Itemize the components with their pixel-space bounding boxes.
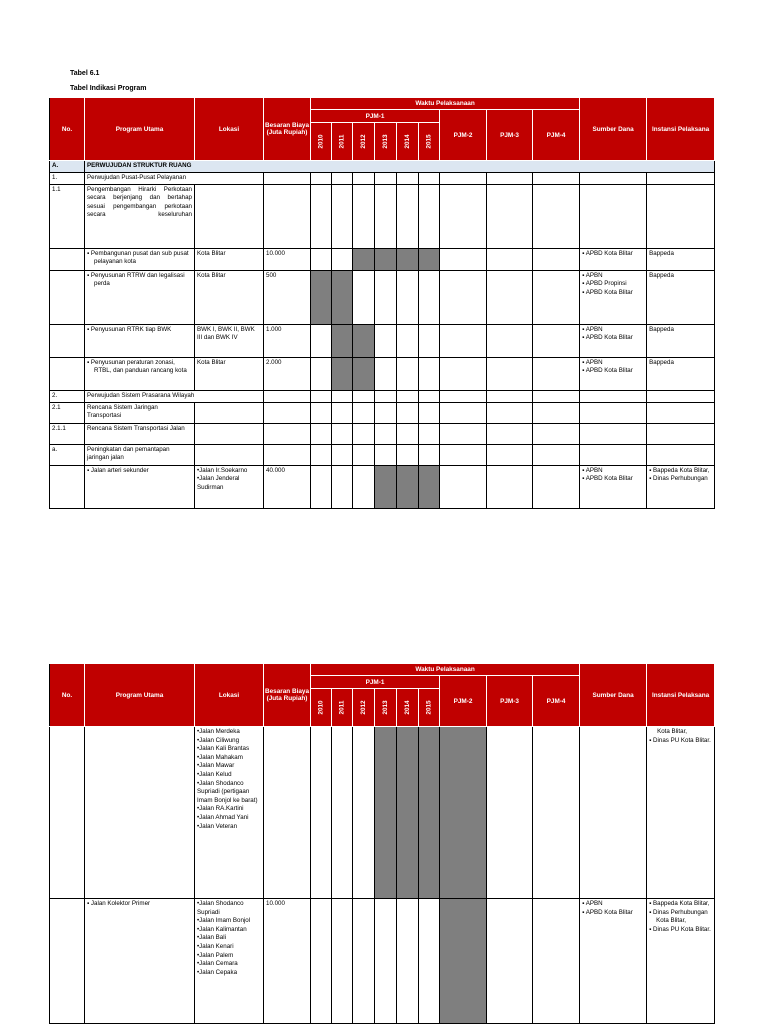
- biaya-cell: 10.000: [264, 899, 311, 1024]
- lokasi-cell: Kota Blitar: [195, 270, 264, 324]
- timeline-bar: [332, 270, 353, 324]
- instansi-cell: Bappeda: [647, 357, 715, 390]
- header-year: 2011: [332, 689, 353, 727]
- timeline-bar: [419, 465, 440, 508]
- sumber-item: ▪ APBD Kota Blitar: [582, 334, 633, 342]
- instansi-cell: Bappeda: [647, 324, 715, 357]
- lokasi-item: •Jalan Ciliwung: [197, 736, 240, 744]
- header-year: 2015: [419, 689, 440, 727]
- lokasi-item: •Jalan Cepaka: [197, 968, 238, 976]
- sumber-item: ▪ APBD Kota Blitar: [582, 367, 633, 375]
- table-row: [50, 324, 715, 357]
- program-indication-table: [49, 97, 715, 509]
- header-year: 2010: [311, 123, 332, 161]
- header-year: 2010: [311, 689, 332, 727]
- row-label: Rencana Sistem Transportasi Jalan: [85, 423, 195, 444]
- lokasi-item: •Jalan Bali: [197, 934, 227, 942]
- timeline-bar: [397, 727, 419, 899]
- biaya-cell: 1.000: [264, 324, 311, 357]
- lokasi-item: •Jalan Ir.Soekarno: [197, 466, 248, 474]
- instansi-cell: Bappeda: [647, 270, 715, 324]
- header-waktu: Waktu Pelaksanaan: [311, 664, 580, 676]
- program-item: ▪ Penyusunan RTRK tiap BWK: [87, 325, 172, 333]
- sumber-item: ▪ APBD Kota Blitar: [582, 288, 633, 296]
- row-label: Pengembangan Hirarki Perkotaan secara berjenjang dan bertahap sesuai pengembangan perkotaan secara keseluruhan: [85, 184, 195, 248]
- header-pjm1: PJM-1: [311, 676, 440, 689]
- timeline-bar: [375, 248, 397, 270]
- section-label: PERWUJUDAN STRUKTUR RUANG: [85, 161, 715, 173]
- row-no: 2.1: [50, 402, 85, 423]
- table-row: [50, 423, 715, 444]
- lokasi-item: •Jalan Shodanco Supriadi (pertigaan Imam Bonjol ke barat): [197, 779, 258, 804]
- header-lokasi: Lokasi: [195, 98, 264, 161]
- header-no: No.: [50, 664, 85, 727]
- header-pjm3: PJM-3: [487, 110, 533, 161]
- lokasi-item: •Jalan Merdeka: [197, 728, 240, 735]
- timeline-bar: [332, 324, 353, 357]
- row-no: 1.: [50, 172, 85, 184]
- row-no: a.: [50, 444, 85, 465]
- header-year: 2013: [375, 689, 397, 727]
- header-pjm4: PJM-4: [533, 110, 580, 161]
- header-pjm2: PJM-2: [440, 676, 487, 727]
- header-lokasi: Lokasi: [195, 664, 264, 727]
- timeline-bar: [419, 727, 440, 899]
- instansi-cell: Bappeda: [647, 248, 715, 270]
- program-item: ▪ Jalan Kolektor Primer: [87, 900, 151, 907]
- sumber-item: ▪ APBN: [582, 466, 603, 474]
- sumber-item: ▪ APBD Kota Blitar: [582, 475, 633, 483]
- timeline-bar: [353, 248, 375, 270]
- table-row: [50, 248, 715, 270]
- biaya-cell: 500: [264, 270, 311, 324]
- row-label: Peningkatan dan pemantapan jaringan jalan: [85, 444, 195, 465]
- lokasi-item: •Jalan RA.Kartini: [197, 805, 244, 813]
- table-row: [50, 172, 715, 184]
- lokasi-item: •Jalan Shodanco Supriadi: [197, 900, 244, 916]
- table-row: [50, 727, 715, 899]
- lokasi-item: •Jalan Mawar: [197, 762, 235, 770]
- lokasi-item: •Jalan Imam Bonjol: [197, 917, 251, 925]
- lokasi-item: •Jalan Veteran: [197, 822, 238, 830]
- header-year: 2012: [353, 123, 375, 161]
- lokasi-item: •Jalan Kali Brantas: [197, 745, 250, 753]
- table-row: [50, 390, 715, 402]
- table-row: [50, 465, 715, 508]
- header-year: 2014: [397, 689, 419, 727]
- table-row: [50, 444, 715, 465]
- section-row: [50, 161, 715, 173]
- timeline-bar: [311, 270, 332, 324]
- instansi-item: Kota Blitar,: [657, 728, 688, 735]
- sumber-item: ▪ APBN: [582, 358, 603, 366]
- lokasi-item: •Jalan Kelud: [197, 770, 232, 778]
- lokasi-item: •Jalan Mahakam: [197, 753, 243, 761]
- row-no: 2.1.1: [50, 423, 85, 444]
- table-row: [50, 402, 715, 423]
- lokasi-item: •Jalan Kalimantan: [197, 925, 247, 933]
- row-label: Rencana Sistem Jaringan Transportasi: [85, 402, 195, 423]
- lokasi-cell: Kota Blitar: [195, 357, 264, 390]
- instansi-item: ▪ Dinas PU Kota Blitar.: [649, 736, 711, 744]
- header-program: Program Utama: [85, 98, 195, 161]
- timeline-bar: [375, 727, 397, 899]
- header-year: 2011: [332, 123, 353, 161]
- timeline-bar: [440, 899, 487, 1024]
- header-no: No.: [50, 98, 85, 161]
- header-sumber: Sumber Dana: [580, 98, 647, 161]
- table-row: [50, 184, 715, 248]
- header-program: Program Utama: [85, 664, 195, 727]
- header-pjm4: PJM-4: [533, 676, 580, 727]
- timeline-bar: [397, 465, 419, 508]
- header-biaya: Besaran Biaya (Juta Rupiah): [264, 664, 311, 727]
- lokasi-cell: BWK I, BWK II, BWK III dan BWK IV: [195, 324, 264, 357]
- instansi-item: ▪ Bappeda Kota Blitar,: [649, 900, 710, 907]
- header-biaya: Besaran Biaya (Juta Rupiah): [264, 98, 311, 161]
- timeline-bar: [419, 248, 440, 270]
- header-pjm1: PJM-1: [311, 110, 440, 123]
- lokasi-item: •Jalan Palem: [197, 951, 234, 959]
- lokasi-item: •Jalan Jenderal Sudirman: [197, 475, 240, 491]
- header-year: 2015: [419, 123, 440, 161]
- timeline-bar: [440, 727, 487, 899]
- table-row: [50, 357, 715, 390]
- lokasi-item: •Jalan Kenari: [197, 942, 234, 950]
- table-title: Tabel Indikasi Program: [70, 85, 147, 92]
- instansi-item: ▪ Bappeda Kota Blitar,: [649, 466, 710, 474]
- header-year: 2012: [353, 689, 375, 727]
- timeline-bar: [375, 465, 397, 508]
- sumber-item: ▪ APBD Kota Blitar: [582, 908, 633, 916]
- instansi-item: ▪ Dinas Perhubungan: [649, 475, 708, 483]
- sumber-item: ▪ APBN: [582, 325, 603, 333]
- biaya-cell: 40.000: [264, 465, 311, 508]
- row-no: A.: [50, 161, 85, 173]
- row-label: Perwujudan Pusat-Pusat Pelayanan: [85, 172, 264, 184]
- sumber-item: ▪ APBN: [582, 271, 603, 279]
- table-number: Tabel 6.1: [70, 70, 100, 77]
- lokasi-item: •Jalan Ahmad Yani: [197, 813, 249, 821]
- timeline-bar: [397, 248, 419, 270]
- header-year: 2014: [397, 123, 419, 161]
- header-waktu: Waktu Pelaksanaan: [311, 98, 580, 110]
- biaya-cell: 10.000: [264, 248, 311, 270]
- header-year: 2013: [375, 123, 397, 161]
- timeline-bar: [353, 357, 375, 390]
- program-item: ▪ Penyusunan peraturan zonasi, RTBL, dan panduan rancang kota: [87, 358, 187, 375]
- timeline-bar: [332, 357, 353, 390]
- table-row: [50, 899, 715, 1024]
- row-no: 2.: [50, 390, 85, 402]
- header-pjm2: PJM-2: [440, 110, 487, 161]
- row-no: 1.1: [50, 184, 85, 248]
- timeline-bar: [353, 324, 375, 357]
- sumber-item: ▪ APBD Propinsi: [582, 280, 627, 288]
- program-item: ▪ Jalan arteri sekunder: [87, 466, 149, 474]
- header-pjm3: PJM-3: [487, 676, 533, 727]
- table-row: [50, 270, 715, 324]
- program-indication-table-continued: [49, 663, 715, 1024]
- biaya-cell: 2.000: [264, 357, 311, 390]
- row-label: Perwujudan Sistem Prasarana Wilayah: [85, 390, 264, 402]
- instansi-item: ▪ Dinas PU Kota Blitar.: [649, 925, 711, 933]
- lokasi-item: •Jalan Cemara: [197, 960, 238, 968]
- program-item: ▪ Penyusunan RTRW dan legalisasi perda: [87, 271, 185, 288]
- sumber-item: ▪ APBN: [582, 900, 603, 907]
- header-instansi: Instansi Pelaksana: [647, 98, 715, 161]
- header-sumber: Sumber Dana: [580, 664, 647, 727]
- instansi-item: ▪ Dinas Perhubungan Kota Blitar,: [649, 908, 708, 925]
- program-item: ▪ Pembangunan pusat dan sub pusat pelayanan kota: [87, 249, 189, 266]
- lokasi-cell: Kota Blitar: [195, 248, 264, 270]
- sumber-item: ▪ APBD Kota Blitar: [582, 249, 633, 257]
- header-instansi: Instansi Pelaksana: [647, 664, 715, 727]
